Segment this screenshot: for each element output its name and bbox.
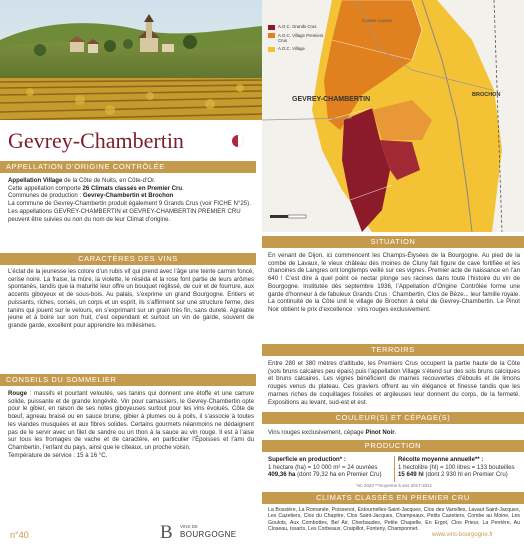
red-wine-icon	[232, 135, 244, 147]
production-surface: Superficie en production* : 1 hectare (ha) = 10 000 m² = 24 ouvrées 409,36 ha (dont 79,32 ha en Premier Cru)	[268, 456, 382, 479]
legend-swatch	[268, 33, 275, 38]
map-legend	[268, 24, 328, 55]
map-town-brochon: BROCHON	[472, 92, 501, 98]
legend-label: A.O.C. Village	[278, 46, 305, 52]
appellation-text: Appellation Village de la Côte de Nuits, en Côte-d’Or. Cette appellation comporte 26 Climats classés en Premier Cru. Communes de production : Gevrey-Chambertin et Brochon La commune de Gevrey-Chambertin produit également 9 Grands Crus (voir FICHE N°25). Les appellations GEVREY-CHAMBERTIN et GEVREY-CHAMBERTIN PREMIER CRU peuvent être suivies ou non du nom de leur Climat d’origine.	[8, 177, 251, 223]
production-harvest: Récolte moyenne annuelle** : 1 hectolitre (hl) = 100 litres = 133 bouteilles 15 649 hl (dont 2 930 hl en Premier Cru)	[398, 456, 515, 479]
right-page	[262, 0, 524, 550]
situation-text: En venant de Dijon, ici commencent les Champs-Élysées de la Bourgogne. Au pied de la combe de Lavaux, le vieux château des moines de Cluny fait figure de cave fortifiée et les chanoines de Langres ont longtemps veillé sur ces vignes. Premier acte de naissance en l’an 640 ! C’est dire à quel point ce nectar plonge ses racines dans toute l’histoire du vin de Bourgogne. Institutée dès septembre 1936, l’Appellation d’Origine Contrôlée forme une garde d’honneur à de fabuleux Grands Crus : Chambertin, Clos de Bèze... leur famille royale. La continuité de la Côte unit le village de Brochon à celui de Gevrey-Chambertin. Le Pinot Noir obtient le prix d’excellence : vins rouges exclusivement.	[268, 252, 520, 313]
logo-big-text: BOURGOGNE	[180, 530, 237, 539]
caracteres-text: L’éclat de la jeunesse les colore d’un rubis vif qui prend avec l’âge une teinte carmin foncé, cerise noire. La fraise, la mûre, la violette, le réséda et la rose font partie de leurs arômes spontanés, tandis que la maturité leur offre un bouquet réglissé, de cuir et de fourrure, aux accents giboyeux et de sous-bois. Au palais, s’exprime un grand Bourgogne. Entiers et puissants, riches, corsés, un corps et un esprit, ils s’affirment sur une structure ferme, des tanins qui jouent sur le velours, en s’exprimant sur un grain très fin, sans dureté. Agréable jeune et à boire sur son fruit, c’est cependant et surtout un vin de garde, souvent de grande garde, excellent pour apprendre les millésimes.	[8, 268, 254, 329]
appellation-heading: APPELLATION D’ORIGINE CONTRÔLÉE	[0, 161, 256, 173]
logo-b-icon: B	[160, 522, 173, 543]
map-town-gevrey: GEVREY-CHAMBERTIN	[292, 96, 371, 103]
climats-text: La Bossière, La Romanée, Poissenot, Estournelles-Saint-Jacques, Clos des Varoilles, Lavaut Saint-Jacques, Les Cazetiers, Clos du Chapitre, Clos Saint-Jacques, Champeaux, Petits Cazetiers, Combe au Moine, Les Goulots, Aux Combottes, Bel Air, Cherbaudes, Petite Chapelle, En Ergot, Clos Prieur, La Perrière, Au Closeau, Issarts, Les Corbeaux, Craipillot, Fonteny, Champonnet.	[268, 507, 520, 532]
map-road-label: Combe Lavaux	[362, 18, 393, 23]
production-footnote: *en 2022 **moyenne 5 ans 2017-2021	[355, 483, 433, 488]
legend-label: A.O.C. Grands Crus	[278, 24, 317, 29]
legend-item-village	[268, 46, 328, 52]
production-heading: PRODUCTION	[262, 440, 524, 452]
legend-label: A.O.C. Village Premiers Crus	[278, 32, 324, 43]
situation-heading: SITUATION	[262, 236, 524, 248]
climats-heading: CLIMATS CLASSÉS EN PREMIER CRU	[262, 492, 524, 504]
caracteres-heading: CARACTÈRES DES VINS	[0, 253, 256, 265]
terroirs-heading: TERROIRS	[262, 344, 524, 356]
page-number: n°40	[10, 530, 29, 540]
vineyard-photo	[0, 0, 262, 120]
logo-small-text: VINS DE	[180, 524, 199, 529]
legend-swatch	[268, 47, 275, 52]
sommelier-text: Rouge : massifs et pourtant veloutés, ses tanins qui donnent une étoffe et une carrure solide, puissante et de grande longévité. Vin pour camassiers, le Gevrey-Chambertin opte pour le gibier, en raison de ses notes giboyeuses surtout pour les vins évolués. Côte de bœuf, agneau braisé ou en sauce brune, gibier à plumes ou à poils, il s’associe à toutes les viandes musquées et aux fibres solides. Certains gourmets néanmoins ne dédaignent pas de le servir avec un filet de sandre ou un thon à la sauce au vin rouge. Il est à l’aise sur tous les fromages de vache et de caractère, en particulier l’Époisses et l’ami du Chambertin, l’enfant du pays, ainsi que le cîteaux, un proche voisin. Température de service : 15 à 16 °C.	[8, 390, 254, 459]
website-link[interactable]: www.vins-bourgogne.fr	[432, 532, 494, 538]
production-divider	[394, 456, 395, 482]
appellation-map	[262, 0, 524, 232]
page-title: Gevrey-Chambertin	[8, 128, 184, 153]
couleurs-heading: COULEUR(S) ET CÉPAGE(S)	[262, 412, 524, 424]
legend-item-premier-cru	[268, 33, 328, 44]
terroirs-text: Entre 280 et 380 mètres d’altitude, les Premiers Crus occupent la partie haute de la Côte (sols bruns calcaires peu épais) puis l’appellation Village s’étend sur des sols bruns calciques et bruns calcaires. Les vignes bénéficient de marnes recouvertes d’éboulis et de limons rouges venus du plateau. Ces graviers offrent au vin élégance et finesse tandis que les marnes riches de coquillages fossiles et argileuses leur donnent du corps, de la fermeté. Expositions au levant, sud-est et est.	[268, 360, 520, 406]
legend-swatch	[268, 25, 275, 30]
bourgogne-logo	[160, 522, 240, 544]
sommelier-heading: CONSEILS DU SOMMELIER	[0, 374, 256, 386]
couleurs-text: Vins rouges exclusivement, cépage Pinot Noir.	[268, 429, 397, 436]
legend-item-grand-cru	[268, 24, 328, 30]
